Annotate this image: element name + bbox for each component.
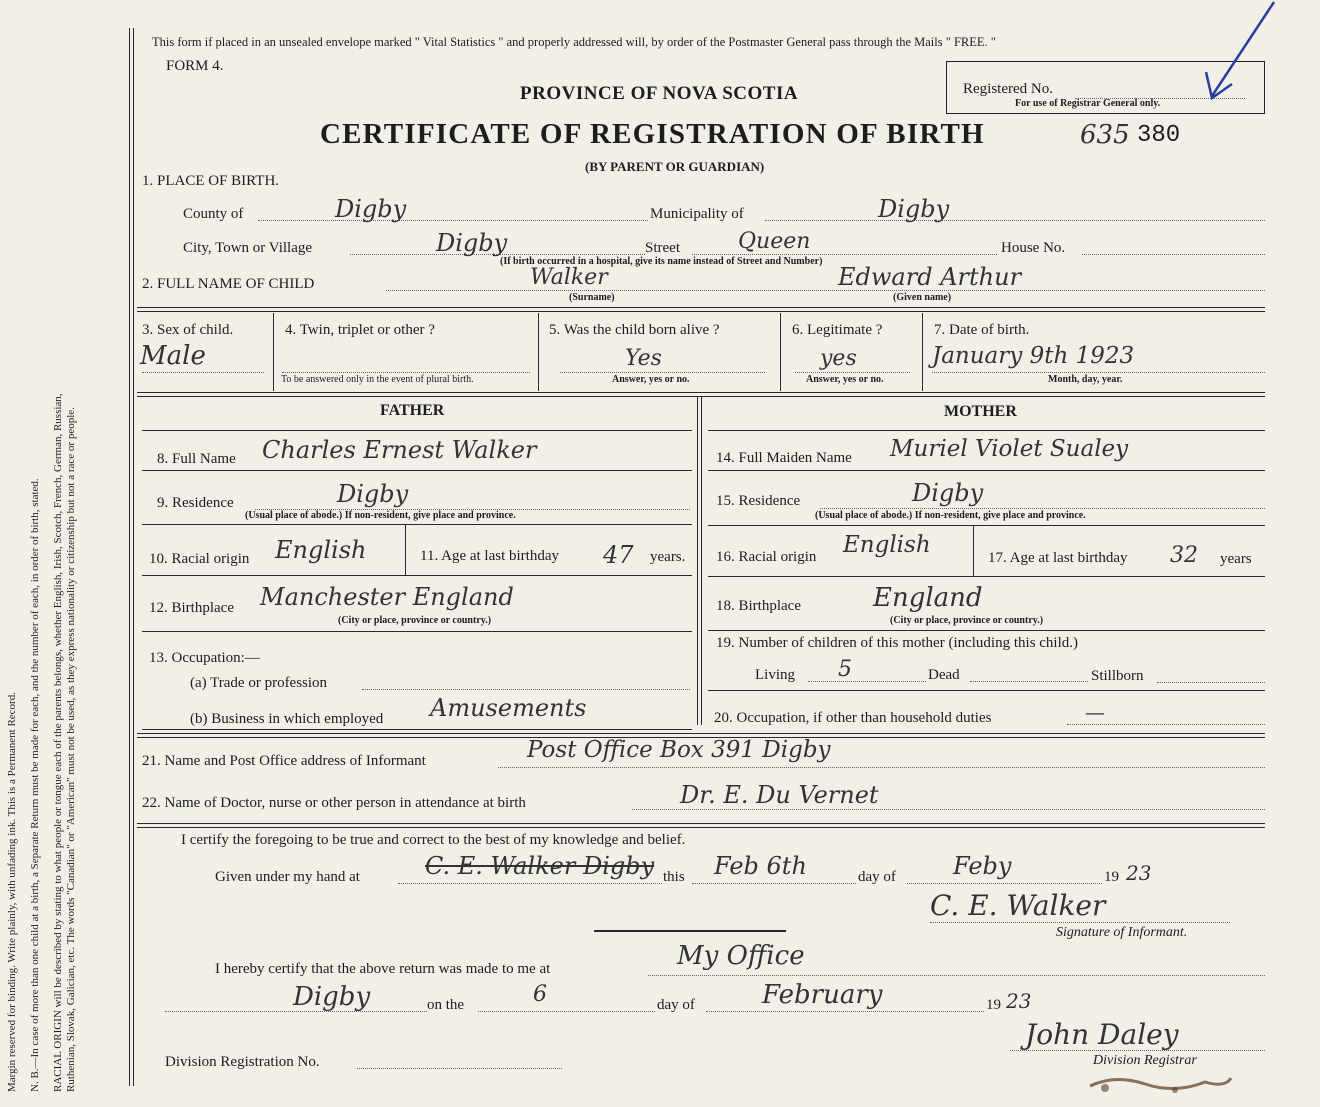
sex-label: 3. Sex of child. bbox=[142, 322, 234, 338]
registrar-note: For use of Registrar General only. bbox=[1015, 98, 1161, 109]
municipality-value: Digby bbox=[878, 195, 950, 223]
informant-signature: C. E. Walker bbox=[930, 889, 1106, 922]
child-given-name: Edward Arthur bbox=[838, 263, 1022, 291]
county-label: County of bbox=[183, 206, 244, 222]
father-business: Amusements bbox=[430, 694, 587, 722]
surname-caption: (Surname) bbox=[569, 292, 615, 303]
margin-rule bbox=[129, 28, 130, 1086]
hospital-note: (If birth occurred in a hospital, give its name instead of Street and Number) bbox=[500, 256, 823, 267]
county-value: Digby bbox=[335, 195, 407, 223]
father-age: 47 bbox=[603, 541, 634, 569]
mother-years: years bbox=[1220, 551, 1252, 567]
father-residence-label: 9. Residence bbox=[157, 495, 234, 511]
registrar-year-hand: 23 bbox=[1006, 989, 1032, 1013]
margin-note-2: N. B.—In case of more than one child at a birth, a Separate Return must be made for each, and the number of each, in order of birth, stated. bbox=[29, 478, 41, 1092]
mother-name-label: 14. Full Maiden Name bbox=[716, 450, 852, 466]
legitimate-value: yes bbox=[820, 346, 857, 371]
legitimate-label: 6. Legitimate ? bbox=[792, 322, 883, 338]
on-the-label: on the bbox=[427, 997, 465, 1013]
certificate-subtitle: (BY PARENT OR GUARDIAN) bbox=[585, 159, 765, 174]
father-age-label: 11. Age at last birthday bbox=[420, 548, 559, 564]
given-caption: (Given name) bbox=[893, 292, 952, 303]
mother-occupation-label: 20. Occupation, if other than household duties bbox=[714, 710, 992, 726]
street-label: Street bbox=[645, 240, 680, 256]
father-name: Charles Ernest Walker bbox=[262, 436, 537, 464]
living-value: 5 bbox=[838, 657, 852, 682]
province-heading: PROVINCE OF NOVA SCOTIA bbox=[520, 83, 799, 104]
registrar-year-print: 19 bbox=[986, 997, 1001, 1013]
alive-caption: Answer, yes or no. bbox=[612, 374, 690, 385]
street-value: Queen bbox=[738, 229, 811, 254]
cert-number-handwritten: 635 bbox=[1080, 120, 1130, 150]
certificate-title: CERTIFICATE OF REGISTRATION OF BIRTH bbox=[320, 118, 985, 150]
business-label: (b) Business in which employed bbox=[190, 711, 384, 727]
registrar-signature: John Daley bbox=[1025, 1018, 1179, 1051]
alive-value: Yes bbox=[625, 346, 662, 371]
father-birthplace-note: (City or place, province or country.) bbox=[338, 615, 492, 626]
doctor-label: 22. Name of Doctor, nurse or other person in attendance at birth bbox=[142, 795, 526, 811]
father-birthplace-label: 12. Birthplace bbox=[149, 600, 234, 616]
signature-caption: Signature of Informant. bbox=[1056, 925, 1188, 940]
registrar-caption: Division Registrar bbox=[1093, 1053, 1197, 1068]
child-surname: Walker bbox=[530, 265, 608, 290]
registrar-statement: I hereby certify that the above return was made to me at bbox=[215, 961, 551, 977]
margin-note-3: RACIAL ORIGIN will be described by stating to what people or tongue each of the parents belongs, whether English, Irish, Scotch, French, German, Russian, bbox=[52, 393, 64, 1092]
mother-birthplace: England bbox=[873, 583, 983, 613]
certification-statement: I certify the foregoing to be true and correct to the best of my knowledge and belief. bbox=[181, 832, 686, 848]
child-name-label: 2. FULL NAME OF CHILD bbox=[142, 276, 315, 292]
month-value: Feby bbox=[953, 852, 1012, 880]
day-of-label: day of bbox=[858, 869, 896, 885]
mother-age-label: 17. Age at last birthday bbox=[988, 550, 1128, 566]
place-heading: 1. PLACE OF BIRTH. bbox=[142, 173, 280, 189]
twin-label: 4. Twin, triplet or other ? bbox=[285, 322, 435, 338]
father-heading: FATHER bbox=[380, 402, 445, 419]
city-label: City, Town or Village bbox=[183, 240, 313, 256]
house-label: House No. bbox=[1001, 240, 1066, 256]
mother-occupation: — bbox=[1085, 700, 1105, 724]
year-print: 19 bbox=[1104, 869, 1119, 885]
day-value: Feb 6th bbox=[714, 852, 807, 880]
father-race-label: 10. Racial origin bbox=[149, 551, 250, 567]
doctor-value: Dr. E. Du Vernet bbox=[680, 781, 879, 809]
stillborn-label: Stillborn bbox=[1091, 668, 1144, 684]
mail-note: This form if placed in an unsealed envelope marked " Vital Statistics " and properly addressed will, by order of the Postmaster General pass through the Mails " FREE. " bbox=[152, 35, 996, 49]
father-birthplace: Manchester England bbox=[260, 583, 514, 611]
margin-rule-inner bbox=[133, 28, 134, 1086]
children-label: 19. Number of children of this mother (including this child.) bbox=[716, 635, 1079, 651]
mother-race: English bbox=[843, 532, 931, 558]
margin-note-4: Ruthenian, Slovak, Galician, etc. The words "Canadian" or "American" must not be used, as they express nationality or citizenship but not a race or people. bbox=[65, 407, 77, 1092]
registrar-day: 6 bbox=[533, 982, 547, 1007]
dob-value: January 9th 1923 bbox=[932, 343, 1135, 369]
municipality-label: Municipality of bbox=[650, 206, 744, 222]
alive-label: 5. Was the child born alive ? bbox=[549, 322, 720, 338]
informant-address: Post Office Box 391 Digby bbox=[527, 737, 831, 763]
legitimate-caption: Answer, yes or no. bbox=[806, 374, 884, 385]
living-label: Living bbox=[755, 667, 795, 683]
father-abode-note: (Usual place of abode.) If non-resident, give place and province. bbox=[245, 510, 516, 521]
given-place: C. E. Walker Digby bbox=[425, 852, 655, 880]
check-mark-icon bbox=[1200, 0, 1280, 105]
margin-note-1: Margin reserved for binding. Write plainly, with unfading ink. This is a Permanent Record. bbox=[6, 692, 18, 1092]
trade-label: (a) Trade or profession bbox=[190, 675, 328, 691]
division-registration-label: Division Registration No. bbox=[165, 1054, 320, 1070]
dead-label: Dead bbox=[928, 667, 960, 683]
registrar-town: Digby bbox=[293, 982, 371, 1012]
this-label: this bbox=[663, 869, 685, 885]
year-hand: 23 bbox=[1126, 861, 1152, 885]
ink-stain-icon bbox=[1085, 1068, 1235, 1098]
dob-label: 7. Date of birth. bbox=[934, 322, 1030, 338]
cert-number-printed: 380 bbox=[1137, 122, 1181, 149]
mother-age: 32 bbox=[1170, 543, 1198, 568]
registrar-month: February bbox=[762, 980, 883, 1010]
mother-race-label: 16. Racial origin bbox=[716, 549, 817, 565]
twin-note: To be answered only in the event of plural birth. bbox=[281, 374, 474, 385]
registrar-place: My Office bbox=[677, 941, 805, 971]
mother-abode-note: (Usual place of abode.) If non-resident, give place and province. bbox=[815, 510, 1086, 521]
mother-birthplace-note: (City or place, province or country.) bbox=[890, 615, 1044, 626]
sex-value: Male bbox=[140, 341, 206, 371]
form-number: FORM 4. bbox=[166, 58, 224, 74]
mother-birthplace-label: 18. Birthplace bbox=[716, 598, 801, 614]
mother-heading: MOTHER bbox=[944, 403, 1017, 420]
city-value: Digby bbox=[436, 229, 508, 257]
father-occupation-label: 13. Occupation:— bbox=[149, 650, 260, 666]
father-residence: Digby bbox=[337, 480, 409, 508]
mother-residence-label: 15. Residence bbox=[716, 493, 801, 509]
binding-margin-notes bbox=[6, 12, 78, 1092]
registrar-day-of: day of bbox=[657, 997, 695, 1013]
father-name-label: 8. Full Name bbox=[157, 451, 236, 467]
given-label: Given under my hand at bbox=[215, 869, 360, 885]
father-race: English bbox=[275, 536, 367, 564]
father-years: years. bbox=[650, 549, 686, 565]
mother-residence: Digby bbox=[912, 479, 984, 507]
dob-caption: Month, day, year. bbox=[1048, 374, 1123, 385]
registered-label: Registered No. bbox=[963, 81, 1053, 97]
mother-name: Muriel Violet Sualey bbox=[890, 436, 1129, 462]
informant-label: 21. Name and Post Office address of Informant bbox=[142, 753, 426, 769]
